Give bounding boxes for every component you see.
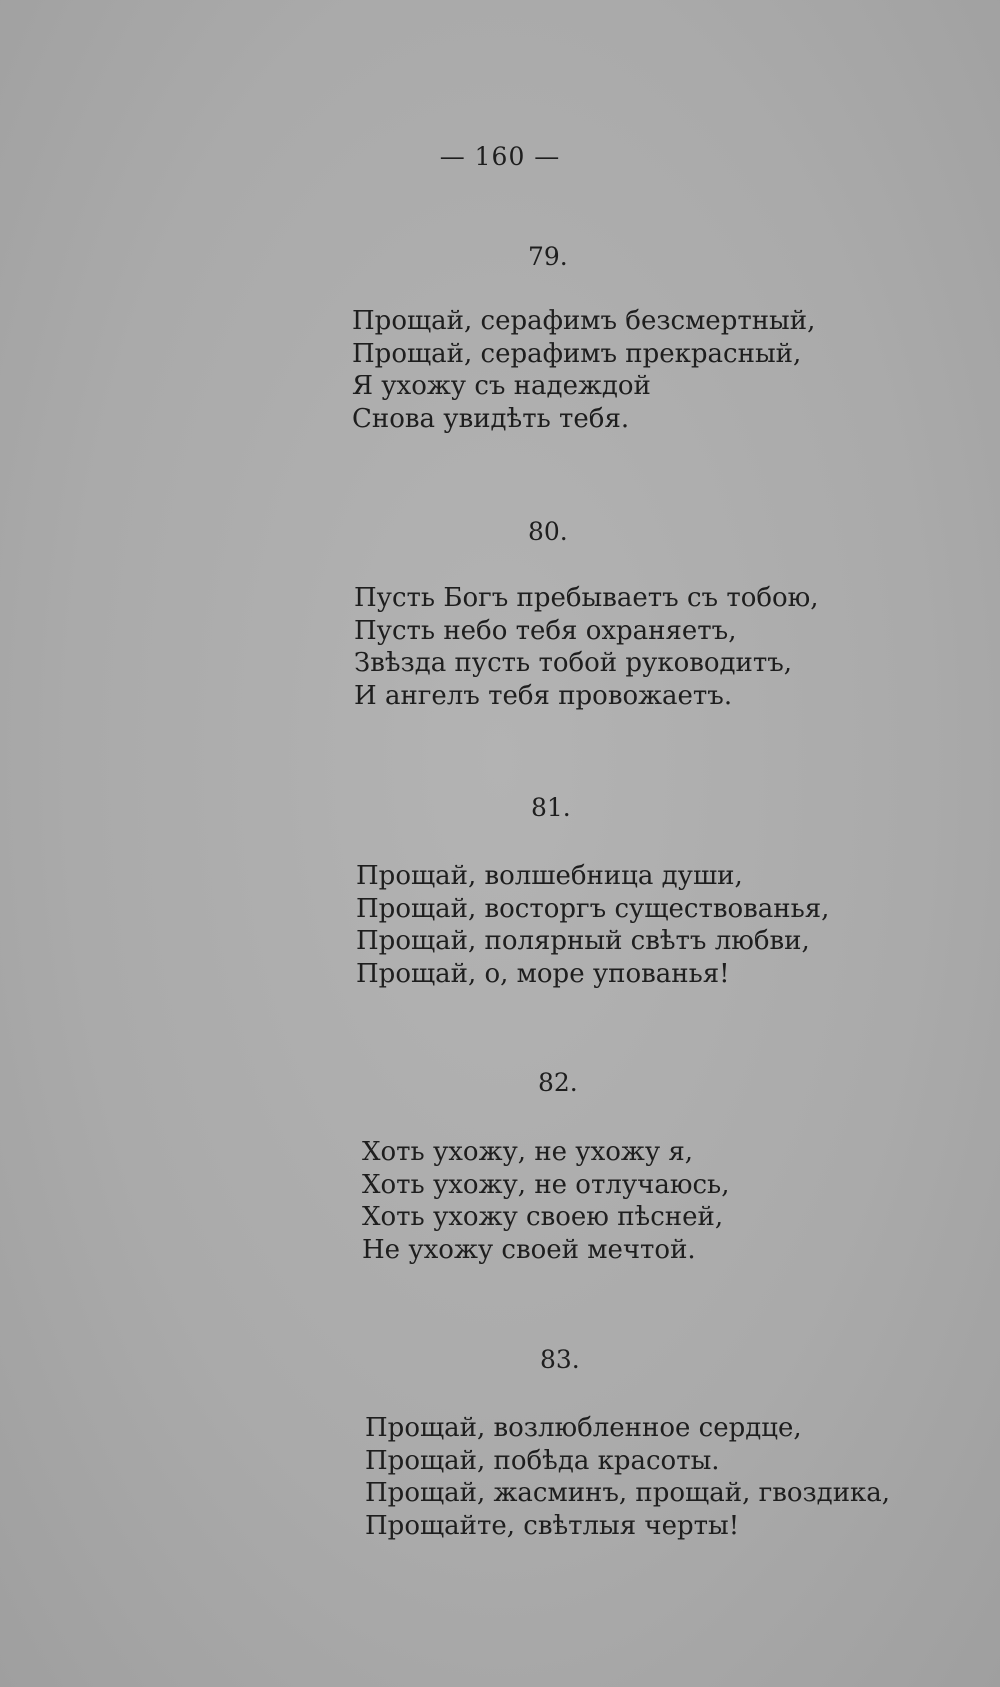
poem-line: Я ухожу съ надеждой bbox=[352, 371, 651, 401]
poem-stanza bbox=[356, 860, 829, 990]
poem-line: Прощай, возлюбленное сердце, bbox=[365, 1413, 802, 1443]
poem-number: 80. bbox=[528, 517, 568, 546]
poem-line: Хоть ухожу своею пѣсней, bbox=[362, 1202, 724, 1232]
poem-stanza bbox=[362, 1136, 729, 1266]
poem-number: 81. bbox=[531, 793, 571, 822]
poem-line: Не ухожу своей мечтой. bbox=[362, 1234, 696, 1265]
poem-line: И ангелъ тебя провожаетъ. bbox=[354, 680, 733, 711]
poem-line: Прощайте, свѣтлыя черты! bbox=[365, 1510, 740, 1541]
poem-line: Прощай, восторгъ существованья, bbox=[356, 893, 830, 924]
poem-stanza bbox=[354, 582, 819, 712]
poem-line: Прощай, о, море упованья! bbox=[356, 958, 730, 989]
poem-line: Прощай, серафимъ прекрасный, bbox=[352, 338, 802, 369]
poem-line: Прощай, серафимъ безсмертный, bbox=[352, 306, 816, 336]
poem-stanza bbox=[365, 1412, 890, 1542]
poem-number: 82. bbox=[538, 1068, 578, 1097]
poem-stanza bbox=[352, 305, 815, 435]
poem-number: 83. bbox=[540, 1345, 580, 1374]
poem-line: Звѣзда пусть тобой руководитъ, bbox=[354, 648, 793, 678]
poem-line: Хоть ухожу, не отлучаюсь, bbox=[362, 1169, 730, 1200]
poem-line: Прощай, жасминъ, прощай, гвоздика, bbox=[365, 1478, 891, 1508]
page-number: — 160 — bbox=[439, 142, 561, 171]
poem-line: Прощай, полярный свѣтъ любви, bbox=[356, 926, 810, 956]
poem-line: Пусть небо тебя охраняетъ, bbox=[354, 615, 737, 646]
poem-line: Прощай, волшебница души, bbox=[356, 861, 743, 891]
poem-number: 79. bbox=[528, 242, 568, 271]
poem-line: Хоть ухожу, не ухожу я, bbox=[362, 1137, 694, 1167]
poem-line: Пусть Богъ пребываетъ съ тобою, bbox=[354, 583, 819, 613]
poem-line: Снова увидѣть тебя. bbox=[352, 403, 630, 434]
poem-line: Прощай, побѣда красоты. bbox=[365, 1445, 720, 1476]
